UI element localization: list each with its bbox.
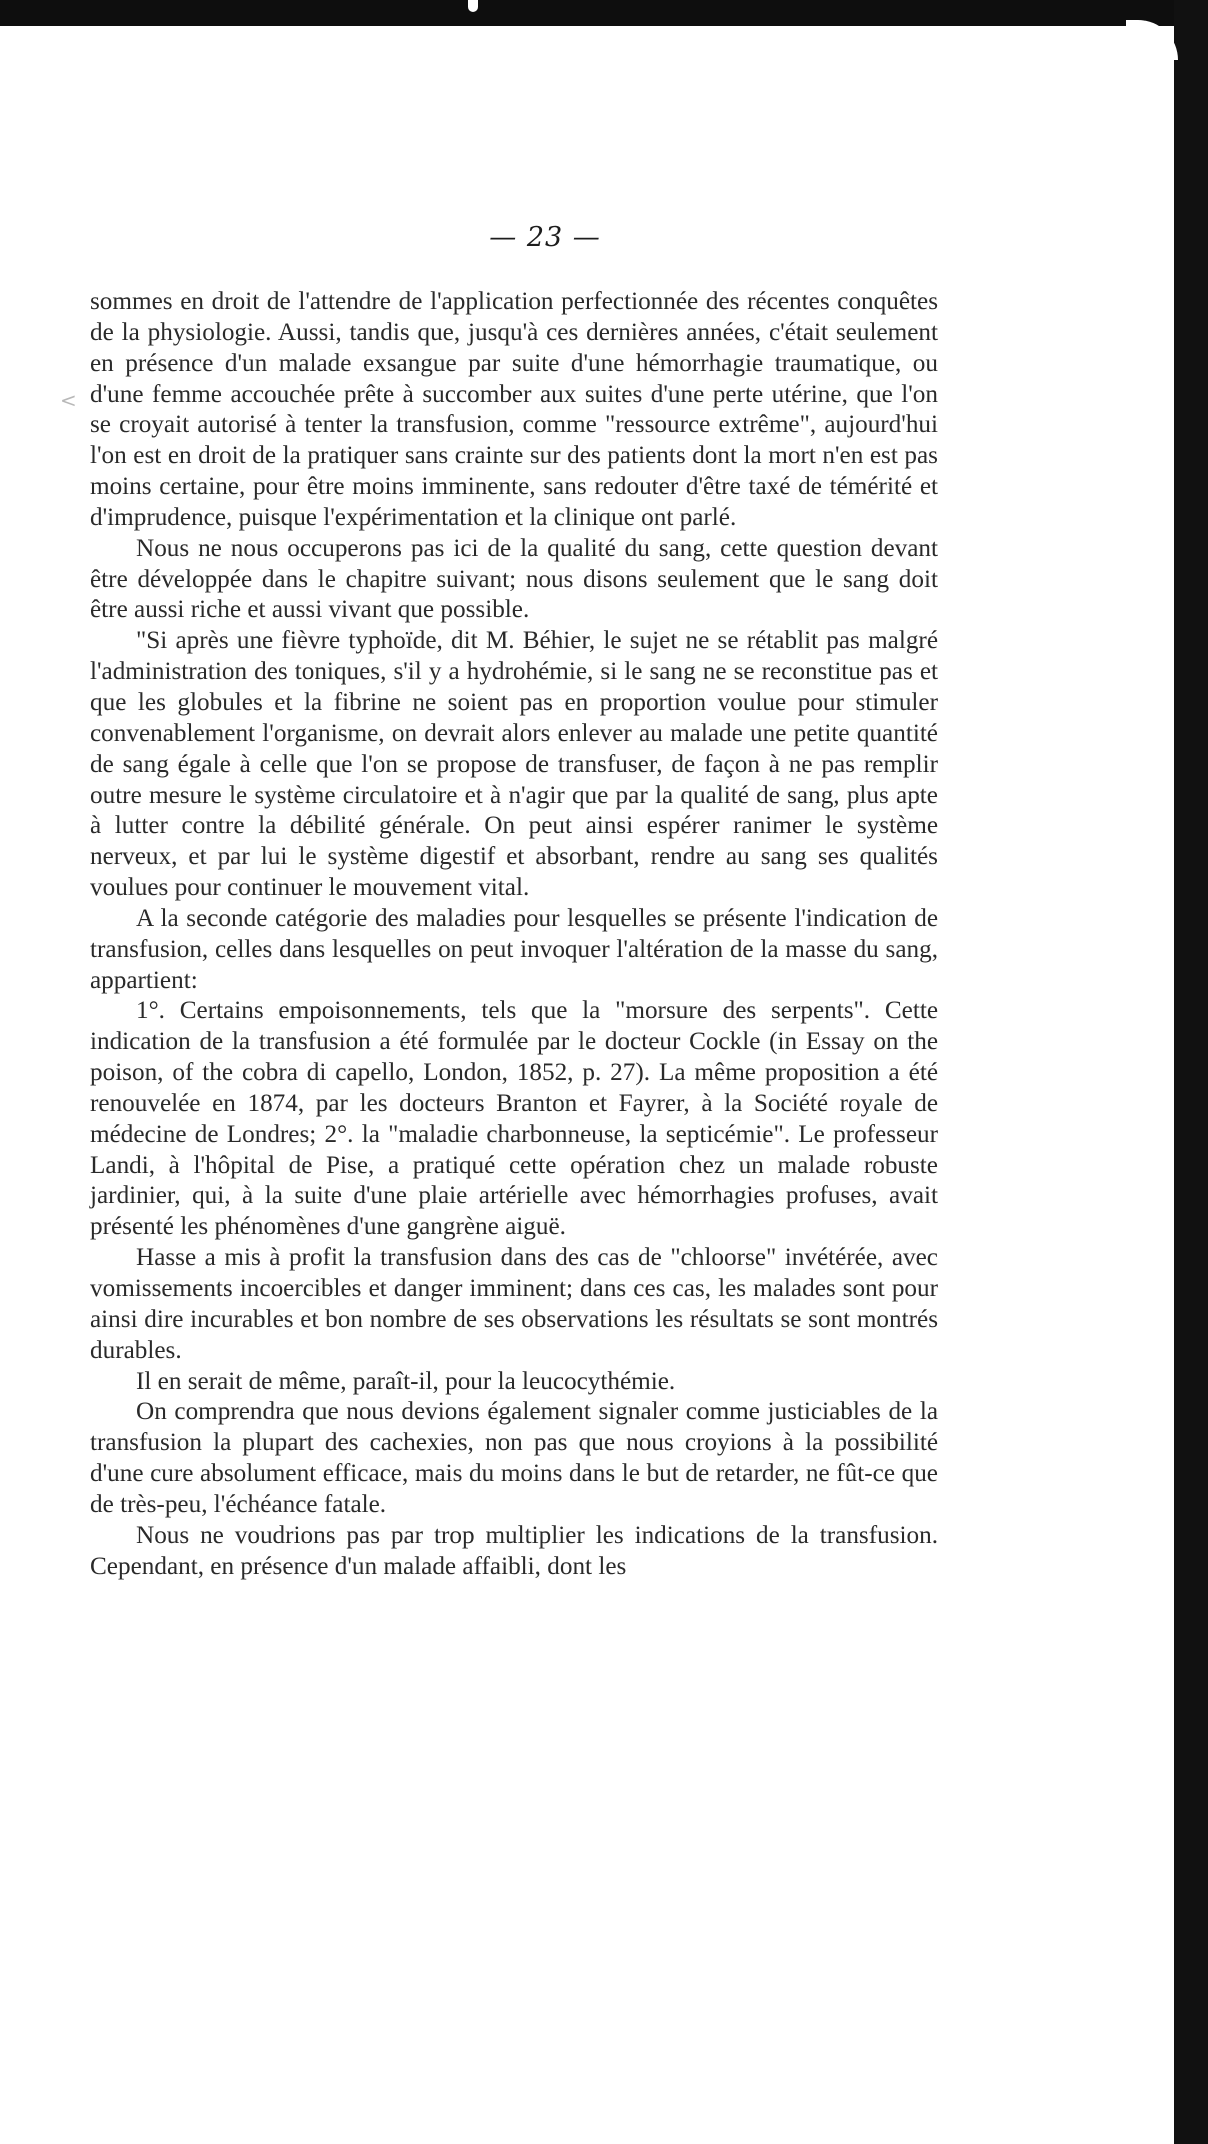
- paragraph: 1°. Certains empoisonnements, tels que la "morsure des serpents". Cette indication de la transfusion a été formulée par le docteur Cockle (in Essay on the poison, of the cobra di capello, London, 1852, p. 27). La même proposition a été renouvelée en 1874, par les docteurs Branton et Fayrer, à la Société royale de médecine de Londres; 2°. la "maladie charbonneuse, la septicémie". Le professeur Landi, à l'hôpital de Pise, a pratiqué cette opération chez un malade robuste jardinier, qui, à la suite d'une plaie artérielle avec hémorrhagies profuses, avait présenté les phénomènes d'une gangrène aiguë.: [90, 997, 938, 1241]
- paragraph: Hasse a mis à profit la transfusion dans des cas de "chloorse" invétérée, avec vomissements incoercibles et danger imminent; dans ces cas, les malades sont pour ainsi dire incurables et bon nombre de ses observations les résultats se sont montrés durables.: [90, 1244, 938, 1364]
- paragraph: Nous ne voudrions pas par trop multiplier les indications de la transfusion. Cependant, en présence d'un malade affaibli, dont les: [90, 1521, 938, 1580]
- scan-border-right: [1174, 0, 1208, 2144]
- paragraph: Nous ne nous occuperons pas ici de la qualité du sang, cette question devant être développée dans le chapitre suivant; nous disons seulement que le sang doit être aussi riche et aussi vivant que possible.: [90, 534, 938, 624]
- paragraph: "Si après une fièvre typhoïde, dit M. Béhier, le sujet ne se rétablit pas malgré l'administration des toniques, s'il y a hydrohémie, si le sang ne se reconstitue pas et que les globules et la fibrine ne soient pas en proportion voulue pour stimuler convenablement l'organisme, on devrait alors enlever au malade une petite quantité de sang égale à celle que l'on se propose de transfuser, de façon à ne pas remplir outre mesure le système circulatoire et à n'agir que par la qualité de sang, plus apte à lutter contre la débilité générale. On peut ainsi espérer ranimer le système nerveux, et par lui le système digestif et absorbant, rendre au sang ses qualités voulues pour continuer le mouvement vital.: [90, 627, 938, 902]
- page-number: — 23 —: [489, 222, 601, 253]
- body-text: [90, 287, 938, 1582]
- paragraph: A la seconde catégorie des maladies pour lesquelles se présente l'indication de transfusion, celles dans lesquelles on peut invoquer l'altération de la masse du sang, appartient:: [90, 904, 938, 994]
- margin-mark: <: [60, 388, 77, 412]
- paragraph: On comprendra que nous devions également signaler comme justiciables de la transfusion la plupart des cachexies, non pas que nous croyions à la possibilité d'une cure absolument efficace, mais du moins dans le but de retarder, ne fût-ce que de très-peu, l'échéance fatale.: [90, 1398, 938, 1518]
- scan-speck: [468, 0, 478, 12]
- paragraph: sommes en droit de l'attendre de l'application perfectionnée des récentes conquêtes de la physiologie. Aussi, tandis que, jusqu'à ces dernières années, c'était seulement en présence d'un malade exsangue par suite d'une hémorrhagie traumatique, ou d'une femme accouchée prête à succomber aux suites d'une perte utérine, que l'on se croyait autorisé à tenter la transfusion, comme "ressource extrême", aujourd'hui l'on est en droit de la pratiquer sans crainte sur des patients dont la mort n'en est pas moins certaine, pour être moins imminente, sans redouter d'être taxé de témérité et d'imprudence, puisque l'expérimentation et la clinique ont parlé.: [90, 288, 938, 531]
- scan-border-top: [0, 0, 1208, 26]
- page-corner: [1126, 20, 1178, 60]
- paragraph: Il en serait de même, paraît-il, pour la leucocythémie.: [136, 1367, 676, 1395]
